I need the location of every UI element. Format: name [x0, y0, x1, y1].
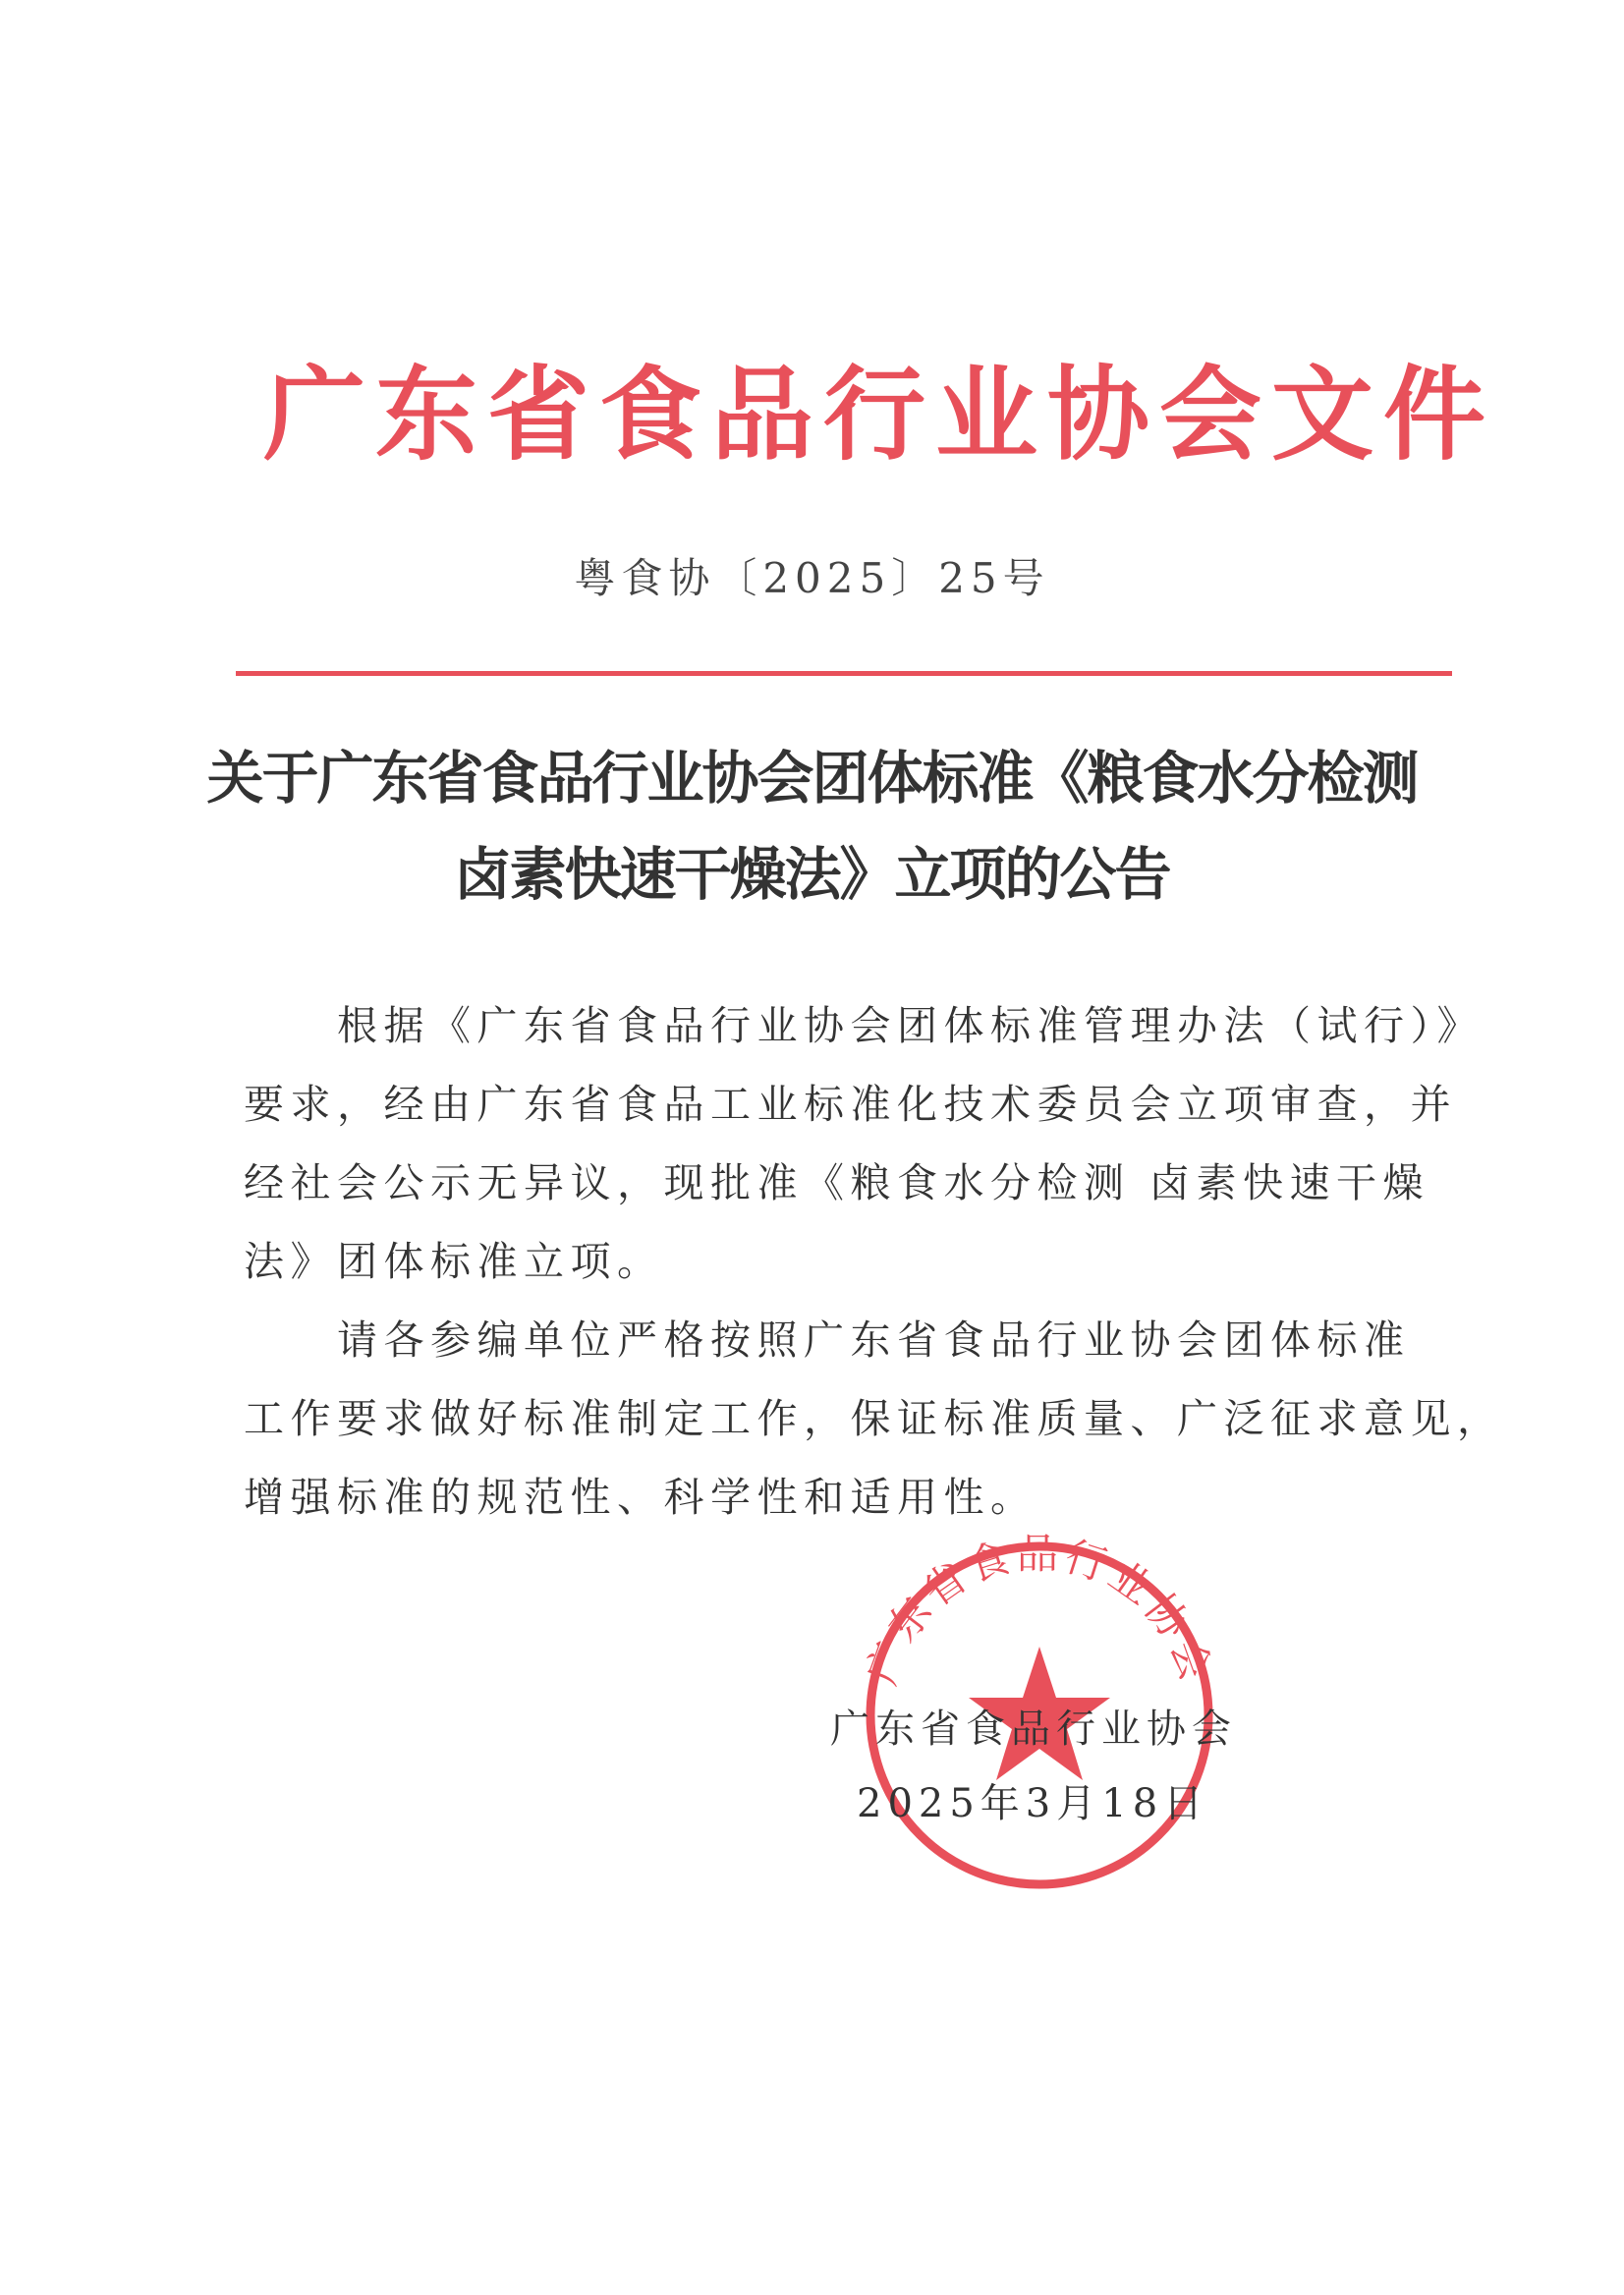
notice-title-line-1: 关于广东省食品行业协会团体标准《粮食水分检测 — [206, 745, 1418, 812]
body-line: 经社会公示无异议，现批准《粮食水分检测 卤素快速干燥 — [244, 1159, 1430, 1206]
red-divider — [236, 671, 1452, 676]
document-number: 粤食协〔2025〕25号 — [574, 554, 1050, 602]
body-line: 要求，经由广东省食品工业标准化技术委员会立项审查，并 — [244, 1081, 1457, 1128]
notice-title-line-2: 卤素快速干燥法》立项的公告 — [454, 841, 1170, 908]
document-org-title: 广东省食品行业协会文件 — [263, 354, 1496, 475]
body-line: 法》团体标准立项。 — [244, 1238, 664, 1285]
body-line: 请各参编单位严格按照广东省食品行业协会团体标准 — [244, 1316, 1411, 1364]
body-line: 根据《广东省食品行业协会团体标准管理办法（试行）》 — [244, 1002, 1484, 1049]
seal-text: 广东省食品行业协会 — [857, 1530, 1222, 1691]
signature-date: 2025年3月18日 — [857, 1781, 1209, 1826]
body-line: 工作要求做好标准制定工作，保证标准质量、广泛征求意见， — [244, 1395, 1504, 1442]
signature-organization: 广东省食品行业协会 — [830, 1707, 1237, 1752]
body-line: 增强标准的规范性、科学性和适用性。 — [244, 1474, 1037, 1521]
